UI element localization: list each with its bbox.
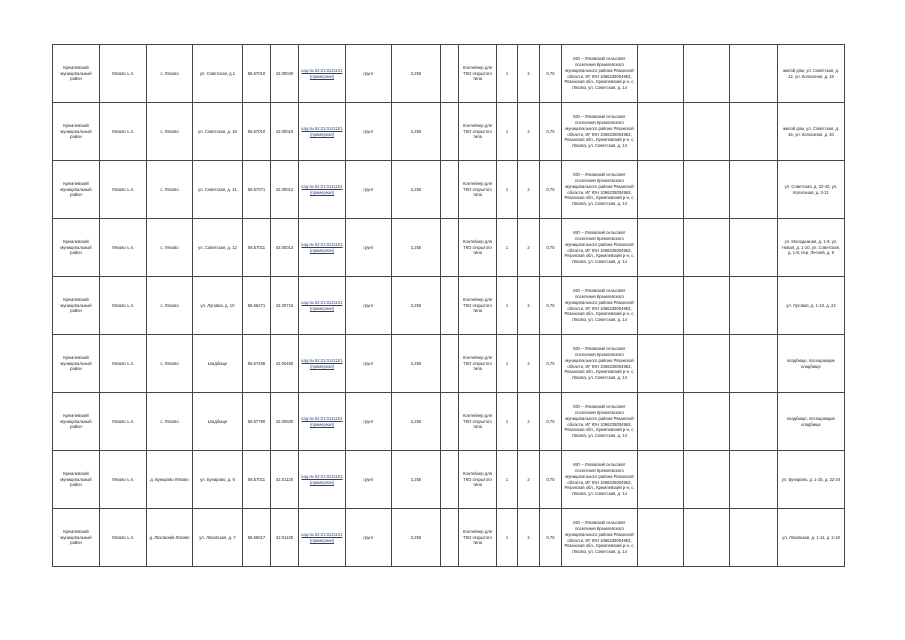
locality-cell: с. Ляхово: [147, 161, 193, 219]
surface-cell: грунт: [346, 277, 392, 335]
operator-cell: МО – Ляховский сельсовет поселения Кремлевского муниципального района Рязанской области, ИГ ЮН 1066228004963, Рязанская обл., Кремлевский р-н, с. Ляхово, ул. Советская, д. 14: [562, 509, 638, 567]
street-cell: ул. Советская, д. 12: [193, 219, 243, 277]
longitude-cell: 42.01120: [271, 451, 299, 509]
empty-cell: [638, 277, 684, 335]
surface-cell: грунт: [346, 335, 392, 393]
surface-cell: грунт: [346, 161, 392, 219]
surface-cell: грунт: [346, 451, 392, 509]
latitude-cell: 58.57071: [243, 161, 271, 219]
table-row: [53, 393, 845, 451]
served-objects-cell: кладбище, посещающие кладбище: [778, 335, 845, 393]
empty-cell: [441, 509, 459, 567]
area-cell: 2,250: [392, 335, 441, 393]
settlement-cell: Ляхово ъ.п.: [100, 45, 147, 103]
empty-cell: [684, 335, 730, 393]
container-type-cell: Контейнер для ТКО открытого типа: [459, 219, 497, 277]
district-cell: Кремлевский муниципальный район: [53, 335, 100, 393]
area-cell: 2,250: [392, 161, 441, 219]
table-row: [53, 451, 845, 509]
district-cell: Кремлевский муниципальный район: [53, 393, 100, 451]
locality-cell: с. Ляхово: [147, 335, 193, 393]
area-cell: 2,250: [392, 45, 441, 103]
empty-cell: [730, 103, 778, 161]
area-cell: 2,250: [392, 277, 441, 335]
container-volume-cell: 0,75: [540, 393, 562, 451]
container-count-cell: 1: [497, 393, 518, 451]
container-volume-cell: 0,75: [540, 451, 562, 509]
operator-cell: МО – Ляховский сельсовет поселения Кремлевского муниципального района Рязанской области, ИГ ЮН 1066228004963, Рязанская обл., Кремлевский р-н, с. Ляхово, ул. Советская, д. 14: [562, 219, 638, 277]
cadastral-link[interactable]: кад.№ 52:21:0121101 (примерная): [299, 45, 346, 103]
locality-cell: д. Ляховский Ляхово: [147, 509, 193, 567]
empty-cell: [684, 509, 730, 567]
settlement-cell: Ляхово ъ.п.: [100, 335, 147, 393]
district-cell: Кремлевский муниципальный район: [53, 451, 100, 509]
table-row: [53, 103, 845, 161]
cadastral-link[interactable]: кад.№ 52:21:0121101 (примерная): [299, 161, 346, 219]
street-cell: кладбище: [193, 393, 243, 451]
table-row: [53, 277, 845, 335]
settlement-cell: Ляхово ъ.п.: [100, 219, 147, 277]
empty-cell: [441, 103, 459, 161]
district-cell: Кремлевский муниципальный район: [53, 161, 100, 219]
container-count-cell: 1: [497, 45, 518, 103]
table-body: [53, 45, 845, 567]
longitude-cell: 42.00500: [271, 393, 299, 451]
empty-cell: [684, 219, 730, 277]
cadastral-link[interactable]: кад.№ 52:21:0121101 (примерная): [299, 393, 346, 451]
settlement-cell: Ляхово ъ.п.: [100, 451, 147, 509]
area-cell: 2,250: [392, 393, 441, 451]
street-cell: ул. Советская, д. 18: [193, 103, 243, 161]
settlement-cell: Ляхово ъ.п.: [100, 509, 147, 567]
operator-cell: МО – Ляховский сельсовет поселения Кремлевского муниципального района Рязанской области, ИГ ЮН 1066228004963, Рязанская обл., Кремлевский р-н, с. Ляхово, ул. Советская, д. 14: [562, 335, 638, 393]
empty-cell: [684, 103, 730, 161]
locality-cell: д. Бунарово Ляхово: [147, 451, 193, 509]
container-type-cell: Контейнер для ТКО открытого типа: [459, 335, 497, 393]
operator-cell: МО – Ляховский сельсовет поселения Кремлевского муниципального района Рязанской области, ИГ ЮН 1066228004963, Рязанская обл., Кремлевский р-н, с. Ляхово, ул. Советская, д. 14: [562, 277, 638, 335]
locality-cell: с. Ляхово: [147, 277, 193, 335]
street-cell: ул. Луговая, д. 10: [193, 277, 243, 335]
empty-cell: [441, 161, 459, 219]
container-count-cell: 1: [497, 277, 518, 335]
latitude-cell: 58.57790: [243, 393, 271, 451]
longitude-cell: 42.01130: [271, 509, 299, 567]
surface-cell: грунт: [346, 509, 392, 567]
empty-cell: [441, 335, 459, 393]
street-cell: ул. Советская, д.1: [193, 45, 243, 103]
container-number-cell: 2: [518, 393, 540, 451]
district-cell: Кремлевский муниципальный район: [53, 277, 100, 335]
empty-cell: [684, 45, 730, 103]
container-type-cell: Контейнер для ТКО открытого типа: [459, 451, 497, 509]
table-row: [53, 45, 845, 103]
latitude-cell: 58.57011: [243, 451, 271, 509]
served-objects-cell: ул. Ляховская, д. 1-11, д. 2-18: [778, 509, 845, 567]
container-count-cell: 1: [497, 509, 518, 567]
operator-cell: МО – Ляховский сельсовет поселения Кремлевского муниципального района Рязанской области, ИГ ЮН 1066228004963, Рязанская обл., Кремлевский р-н, с. Ляхово, ул. Советская, д. 14: [562, 451, 638, 509]
locality-cell: с. Ляхово: [147, 219, 193, 277]
served-objects-cell: жилой дом, ул. Советская, д. 12, ул. Колхозная, д. 18: [778, 45, 845, 103]
container-count-cell: 1: [497, 219, 518, 277]
empty-cell: [730, 393, 778, 451]
district-cell: Кремлевский муниципальный район: [53, 45, 100, 103]
latitude-cell: 58.56471: [243, 277, 271, 335]
container-count-cell: 1: [497, 451, 518, 509]
cadastral-link[interactable]: кад.№ 52:21:0121101 (примерная): [299, 103, 346, 161]
empty-cell: [730, 509, 778, 567]
container-type-cell: Контейнер для ТКО открытого типа: [459, 393, 497, 451]
served-objects-cell: ул. Молодежная, д. 1-9, ул. Новая, д. 1-10, ул. Советская, д. 1-8, пер. Лесной, д. 9: [778, 219, 845, 277]
container-number-cell: 2: [518, 277, 540, 335]
empty-cell: [638, 509, 684, 567]
longitude-cell: 42.00040: [271, 45, 299, 103]
container-number-cell: 2: [518, 335, 540, 393]
container-volume-cell: 0,75: [540, 219, 562, 277]
table-row: [53, 509, 845, 567]
cadastral-link[interactable]: кад.№ 52:21:0121101 (примерная): [299, 509, 346, 567]
container-number-cell: 2: [518, 451, 540, 509]
longitude-cell: 42.00715: [271, 277, 299, 335]
operator-cell: МО – Ляховский сельсовет поселения Кремлевского муниципального района Рязанской области, ИГ ЮН 1066228004963, Рязанская обл., Кремлевский р-н, с. Ляхово, ул. Советская, д. 14: [562, 393, 638, 451]
empty-cell: [730, 161, 778, 219]
empty-cell: [730, 219, 778, 277]
container-number-cell: 2: [518, 219, 540, 277]
surface-cell: грунт: [346, 393, 392, 451]
surface-cell: грунт: [346, 219, 392, 277]
empty-cell: [441, 277, 459, 335]
empty-cell: [684, 161, 730, 219]
served-objects-cell: ул. Советская, д. 22-40, ул. Колхозная, д. 2-21: [778, 161, 845, 219]
longitude-cell: 42.00013: [271, 219, 299, 277]
empty-cell: [638, 161, 684, 219]
latitude-cell: 58.56017: [243, 509, 271, 567]
table-row: [53, 161, 845, 219]
locality-cell: с. Ляхово: [147, 393, 193, 451]
area-cell: 2,250: [392, 451, 441, 509]
empty-cell: [441, 45, 459, 103]
street-cell: кладбище: [193, 335, 243, 393]
container-volume-cell: 0,75: [540, 509, 562, 567]
empty-cell: [730, 451, 778, 509]
empty-cell: [684, 393, 730, 451]
street-cell: ул. Бунарово, д. 9: [193, 451, 243, 509]
container-type-cell: Контейнер для ТКО открытого типа: [459, 277, 497, 335]
cadastral-link[interactable]: кад.№ 52:21:0121101 (примерная): [299, 451, 346, 509]
served-objects-cell: ул. Луговая, д. 1-10, д. 22: [778, 277, 845, 335]
settlement-cell: Ляхово ъ.п.: [100, 277, 147, 335]
container-count-cell: 1: [497, 335, 518, 393]
operator-cell: МО – Ляховский сельсовет поселения Кремлевского муниципального района Рязанской области, ИГ ЮН 1066228004963, Рязанская обл., Кремлевский р-н, с. Ляхово, ул. Советская, д. 14: [562, 103, 638, 161]
served-objects-cell: жилой дом, ул. Советская, д. 16, ул. Колхозная, д. 20: [778, 103, 845, 161]
empty-cell: [638, 451, 684, 509]
empty-cell: [441, 393, 459, 451]
container-number-cell: 2: [518, 45, 540, 103]
longitude-cell: 42.00460: [271, 335, 299, 393]
latitude-cell: 58.57011: [243, 219, 271, 277]
empty-cell: [638, 103, 684, 161]
empty-cell: [638, 393, 684, 451]
container-number-cell: 2: [518, 103, 540, 161]
empty-cell: [441, 219, 459, 277]
district-cell: Кремлевский муниципальный район: [53, 509, 100, 567]
registry-table: [52, 44, 845, 567]
longitude-cell: 42.00012: [271, 161, 299, 219]
empty-cell: [638, 45, 684, 103]
locality-cell: с. Ляхово: [147, 45, 193, 103]
container-volume-cell: 0,75: [540, 277, 562, 335]
table-row: [53, 219, 845, 277]
container-number-cell: 2: [518, 161, 540, 219]
latitude-cell: 58.57010: [243, 103, 271, 161]
empty-cell: [638, 335, 684, 393]
container-number-cell: 2: [518, 509, 540, 567]
empty-cell: [730, 45, 778, 103]
surface-cell: грунт: [346, 45, 392, 103]
surface-cell: грунт: [346, 103, 392, 161]
empty-cell: [638, 219, 684, 277]
empty-cell: [730, 335, 778, 393]
settlement-cell: Ляхово ъ.п.: [100, 161, 147, 219]
settlement-cell: Ляхово ъ.п.: [100, 393, 147, 451]
district-cell: Кремлевский муниципальный район: [53, 103, 100, 161]
cadastral-link[interactable]: кад.№ 52:21:0121101 (примерная): [299, 277, 346, 335]
operator-cell: МО – Ляховский сельсовет поселения Кремлевского муниципального района Рязанской области, ИГ ЮН 1066228004963, Рязанская обл., Кремлевский р-н, с. Ляхово, ул. Советская, д. 14: [562, 45, 638, 103]
container-type-cell: Контейнер для ТКО открытого типа: [459, 103, 497, 161]
container-volume-cell: 0,75: [540, 45, 562, 103]
longitude-cell: 42.00010: [271, 103, 299, 161]
container-type-cell: Контейнер для ТКО открытого типа: [459, 45, 497, 103]
served-objects-cell: ул. Бунарово, д. 1-15, д. 22-24: [778, 451, 845, 509]
container-type-cell: Контейнер для ТКО открытого типа: [459, 161, 497, 219]
area-cell: 2,250: [392, 219, 441, 277]
area-cell: 2,250: [392, 103, 441, 161]
served-objects-cell: кладбище, посещающие кладбище: [778, 393, 845, 451]
cadastral-link[interactable]: кад.№ 52:21:0121101 (примерная): [299, 219, 346, 277]
container-type-cell: Контейнер для ТКО открытого типа: [459, 509, 497, 567]
area-cell: 2,250: [392, 509, 441, 567]
operator-cell: МО – Ляховский сельсовет поселения Кремлевского муниципального района Рязанской области, ИГ ЮН 1066228004963, Рязанская обл., Кремлевский р-н, с. Ляхово, ул. Советская, д. 14: [562, 161, 638, 219]
table-row: [53, 335, 845, 393]
container-count-cell: 1: [497, 161, 518, 219]
street-cell: ул. Советская, д. 41: [193, 161, 243, 219]
settlement-cell: Ляхово ъ.п.: [100, 103, 147, 161]
locality-cell: с. Ляхово: [147, 103, 193, 161]
empty-cell: [684, 277, 730, 335]
street-cell: ул. Ляховская, д. 7: [193, 509, 243, 567]
latitude-cell: 58.57406: [243, 335, 271, 393]
latitude-cell: 58.57010: [243, 45, 271, 103]
cadastral-link[interactable]: кад.№ 52:21:0121101 (примерная): [299, 335, 346, 393]
container-count-cell: 1: [497, 103, 518, 161]
container-volume-cell: 0,75: [540, 103, 562, 161]
empty-cell: [684, 451, 730, 509]
empty-cell: [441, 451, 459, 509]
container-volume-cell: 0,75: [540, 335, 562, 393]
empty-cell: [730, 277, 778, 335]
district-cell: Кремлевский муниципальный район: [53, 219, 100, 277]
container-volume-cell: 0,75: [540, 161, 562, 219]
